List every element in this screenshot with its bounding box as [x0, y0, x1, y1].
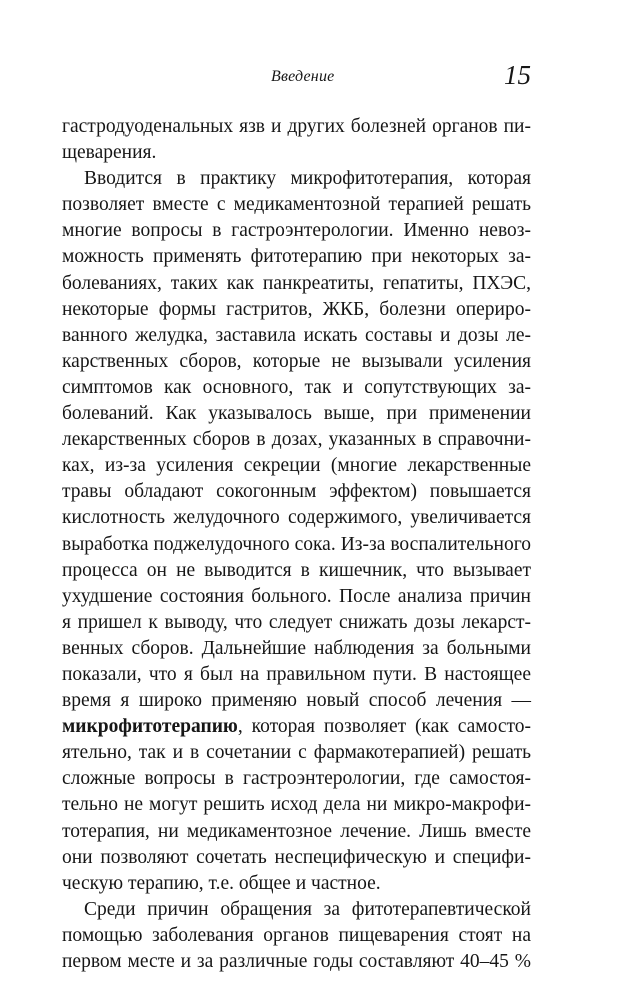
- text-body: [62, 114, 531, 975]
- paragraph-microphytotherapy: [62, 166, 531, 897]
- paragraph-continuation: гастродуоденальных язв и других болезней органов пищеварения.: [62, 116, 531, 164]
- running-title: Введение: [271, 68, 335, 85]
- page-number: 15: [504, 60, 531, 90]
- paragraph-text: Вводится в практику микрофитотерапия, которая позволяет вместе с медикаментозной терапией решать многие вопросы в гастроэнтерологии. Именно невозможность применять фитотерапию при некоторых заболеваниях, таких как панкреатиты, гепатиты, ПХЭС, некоторые формы гастритов, ЖКБ, болезни оперированного желудка, заставила искать составы и дозы лекарственных сборов, которые не вызывали усиления симптомов как основного, так и сопутствующих заболеваний. Как указывалось выше, при применении лекарственных сборов в дозах, указанных в справочниках, из-за усиления секреции (многие лекарственные травы обладают сокогонным эффектом) повышается кислотность желудочного содержимого, увеличивается выработка поджелудочного сока. Из-за воспалительного процесса он не выводится в кишечник, что вызывает ухудшение состояния больного. После анализа причин я пришел к выводу, что следует снижать дозы лекарственных сборов. Дальнейшие наблюдения за больными показали, что я был на правильном пути. В настоящее время я широко применяю новый способ лечения —: [62, 168, 531, 712]
- paragraph-causes: Среди причин обращения за фитотерапевтической помощью заболевания органов пищеварения стоят на первом месте и за различные годы составляют 40–45 %: [62, 898, 531, 972]
- bold-term: микрофитотерапию: [62, 716, 238, 738]
- page-header: [62, 60, 531, 94]
- paragraph-text-tail: , которая позволяет (как самостоятельно, так и в сочетании с фармакотерапией) решать сложные вопросы в гастроэнтерологии, где самостоятельно не могут решить исход дела ни микро-макрофитотерапия, ни медикаментозное лечение. Лишь вместе они позволяют сочетать неспецифическую и специфическую терапию, т.е. общее и частное.: [62, 716, 531, 894]
